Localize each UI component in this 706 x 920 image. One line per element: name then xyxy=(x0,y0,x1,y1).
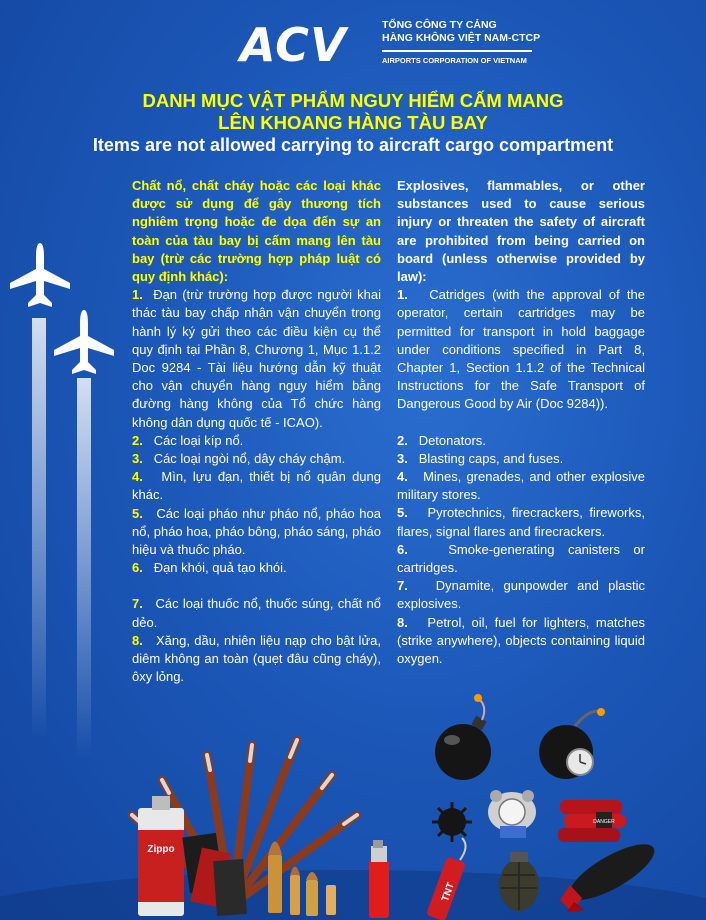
item-number: 7. xyxy=(132,596,143,612)
company-en: AIRPORTS CORPORATION OF VIETNAM xyxy=(382,55,527,65)
item-number: 1. xyxy=(132,287,143,303)
item-text: Mìn, lựu đạn, thiết bị nổ quân dụng khác. xyxy=(132,469,381,503)
tnt-stick-icon xyxy=(426,838,466,920)
time-bomb-icon xyxy=(539,708,605,779)
dynamite-label: DANGER xyxy=(593,819,615,825)
item-text: Các loại ngòi nổ, dây cháy chậm. xyxy=(153,451,346,467)
item-text: Xăng, dầu, nhiên liệu nạp cho bật lửa, diêm không an toàn (quẹt đâu cũng cháy), ôxy lỏng. xyxy=(132,632,381,685)
item-number: 6. xyxy=(132,560,143,576)
intro-en: Explosives, flammables, or other substances used to cause serious injury or threaten the safety of aircraft are prohibited from being carried on board (unless otherwise provided by law): xyxy=(397,178,645,285)
intro-vn: Chất nổ, chất cháy hoặc các loại khác được sử dụng để gây thương tích nghiêm trọng hoặc đe dọa đến sự an toàn của tàu bay bị cấm mang lên tàu bay (trừ các trường hợp pháp luật có quy định khác): xyxy=(132,178,381,285)
item-number: 3. xyxy=(132,451,143,467)
spiky-bomb-icon xyxy=(432,802,472,842)
bomb-icon xyxy=(435,694,491,780)
item-text: Mines, grenades, and other explosive military stores. xyxy=(397,469,646,503)
item-number: 8. xyxy=(132,632,143,648)
title-en: Items are not allowed carrying to aircraft cargo compartment xyxy=(92,135,614,155)
item-text: Đạn (trừ trường hợp được người khai thác tàu bay chấp nhận vận chuyển trong hành lý ký gửi theo các điều kiện cụ thể quy định tại Phần 8, Chương 1, Mục 1.1.2 Doc 9284 - Tài liệu hướng dẫn kỹ thuật cho vận chuyển hàng nguy hiểm bằng đường hàng không của Tổ chức hàng không dân dụng quốc tế - ICAO). xyxy=(132,287,381,430)
item-number: 5. xyxy=(132,505,143,521)
company-vn-line1: TỔNG CÔNG TY CẢNG xyxy=(382,19,497,31)
grenade-icon xyxy=(499,852,539,911)
tnt-label: TNT xyxy=(439,881,457,904)
zippo-label: Zippo xyxy=(147,844,175,855)
title-vn-line1: DANH MỤC VẬT PHẨM NGUY HIỂM CẤM MANG xyxy=(142,90,564,111)
item-number: 2. xyxy=(397,432,408,448)
alarm-clock-bomb-icon xyxy=(488,790,536,838)
aerial-bomb-icon xyxy=(560,834,662,912)
item-number: 2. xyxy=(132,432,143,448)
item-number: 7. xyxy=(397,578,408,594)
company-vn-line2: HÀNG KHÔNG VIỆT NAM-CTCP xyxy=(382,32,541,44)
lighter-fluid-can-icon xyxy=(138,796,184,916)
item-text: Catridges (with the approval of the operator, certain cartridges may be permitted for transport in hold baggage under conditions specified in Part 8, Chapter 1, Section 1.1.2 of the Technical Instructions for the Safe Transport of Dangerous Good by Air (Doc 9284)). xyxy=(397,287,645,412)
item-number: 5. xyxy=(397,505,408,521)
item-number: 4. xyxy=(397,469,408,485)
item-text: Đạn khói, quả tạo khói. xyxy=(153,560,287,576)
item-text: Dynamite, gunpowder and plastic explosives. xyxy=(397,578,645,612)
item-text: Blasting caps, and fuses. xyxy=(418,450,564,466)
item-text: Smoke-generating canisters or cartridges. xyxy=(397,541,645,576)
item-number: 3. xyxy=(397,450,408,466)
item-text: Petrol, oil, fuel for lighters, matches (strike anywhere), objects containing liquid oxygen. xyxy=(397,614,646,667)
acv-logo: ACV xyxy=(240,18,347,72)
item-text: Detonators. xyxy=(418,432,486,448)
item-text: Các loại pháo như pháo nổ, pháo hoa nổ, pháo hoa, pháo bông, pháo sáng, pháo hiệu và thuốc pháo. xyxy=(132,505,381,558)
item-text: Các loại thuốc nổ, thuốc súng, chất nổ dẻo. xyxy=(132,596,381,630)
dynamite-bundle-icon xyxy=(558,800,626,842)
item-text: Các loại kíp nổ. xyxy=(153,432,244,448)
item-number: 4. xyxy=(132,469,143,485)
item-number: 6. xyxy=(397,541,408,557)
lighter-icon xyxy=(369,840,389,918)
item-number: 8. xyxy=(397,614,408,630)
title-vn-line2: LÊN KHOANG HÀNG TÀU BAY xyxy=(218,112,488,133)
item-text: Pyrotechnics, firecrackers, fireworks, flares, signal flares and firecrackers. xyxy=(397,505,645,539)
item-number: 1. xyxy=(397,287,408,303)
